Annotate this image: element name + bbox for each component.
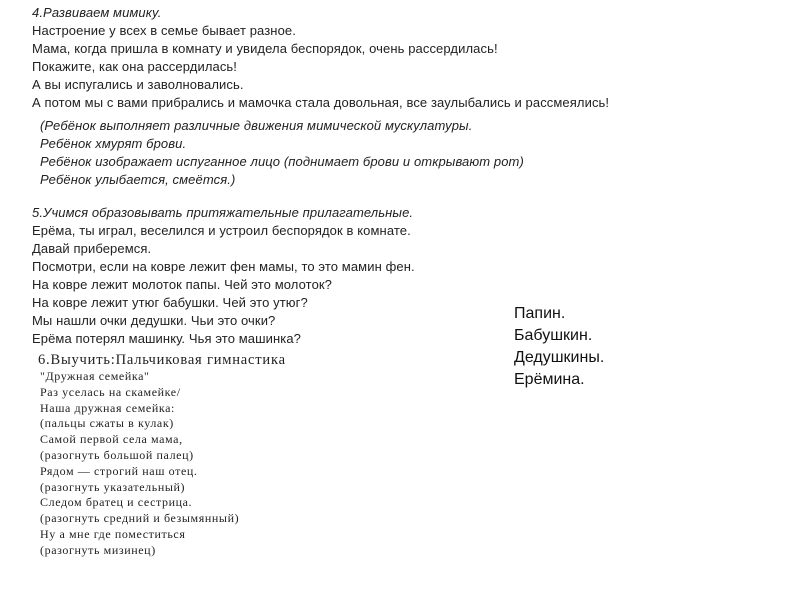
poem-line: Раз уселась на скамейке/ (40, 384, 181, 399)
text-line: Ерёма потерял машинку. Чья это машинка? (32, 331, 302, 346)
remark-line: (Ребёнок выполняет различные движения мимической мускулатуры. (40, 118, 473, 133)
poem-line: (разогнуть указательный) (40, 479, 186, 494)
poem-line: Самой первой села мама, (40, 432, 183, 447)
remark-line: Ребёнок изображает испуганное лицо (поднимает брови и открывают рот) (40, 154, 524, 169)
answer-item: Дедушкины. (514, 349, 605, 366)
section-mimicry-remarks (40, 117, 524, 189)
text-line: Настроение у всех в семье бывает разное. (32, 23, 296, 38)
answer-item: Бабушкин. (514, 327, 593, 344)
section-finger-gymnastics (40, 351, 286, 559)
answers-list (514, 303, 604, 391)
text-line: Мы нашли очки дедушки. Чьи это очки? (32, 313, 276, 328)
poem-line: Наша дружная семейка: (40, 400, 175, 415)
poem-line: Рядом — строгий наш отец. (40, 463, 198, 478)
text-line: А потом мы с вами прибрались и мамочка стала довольная, все заулыбались и рассмеялись! (32, 95, 610, 110)
text-line: На ковре лежит молоток папы. Чей это молоток? (32, 277, 333, 292)
remark-line: Ребёнок хмурят брови. (40, 136, 187, 151)
text-line: На ковре лежит утюг бабушки. Чей это утюг? (32, 295, 308, 310)
section-mimicry (32, 4, 609, 112)
text-line: А вы испугались и заволновались. (32, 77, 244, 92)
answer-item: Ерёмина. (514, 371, 585, 388)
poem-line: "Дружная семейка" (40, 369, 150, 383)
section-title: 6.Выучить:Пальчиковая гимнастика (38, 352, 286, 368)
answer-item: Папин. (514, 305, 566, 322)
poem-line: Следом братец и сестрица. (40, 495, 193, 510)
text-line: Мама, когда пришла в комнату и увидела беспорядок, очень рассердилась! (32, 41, 498, 56)
section-title: 5.Учимся образовывать притяжательные прилагательные. (32, 205, 414, 220)
poem-line: (пальцы сжаты в кулак) (40, 416, 174, 431)
poem-line: (разогнуть большой палец) (40, 447, 194, 462)
text-line: Давай приберемся. (32, 241, 152, 256)
remark-line: Ребёнок улыбается, смеётся.) (40, 172, 236, 187)
poem-line: Ну а мне где поместиться (40, 526, 186, 541)
poem-line: (разогнуть мизинец) (40, 542, 156, 557)
text-line: Ерёма, ты играл, веселился и устроил беспорядок в комнате. (32, 223, 411, 238)
section-title: 4.Развиваем мимику. (32, 5, 162, 20)
text-line: Посмотри, если на ковре лежит фен мамы, то это мамин фен. (32, 259, 415, 274)
text-line: Покажите, как она рассердилась! (32, 59, 238, 74)
poem-line: (разогнуть средний и безымянный) (40, 511, 240, 526)
section-possessive-adjectives (32, 204, 415, 348)
